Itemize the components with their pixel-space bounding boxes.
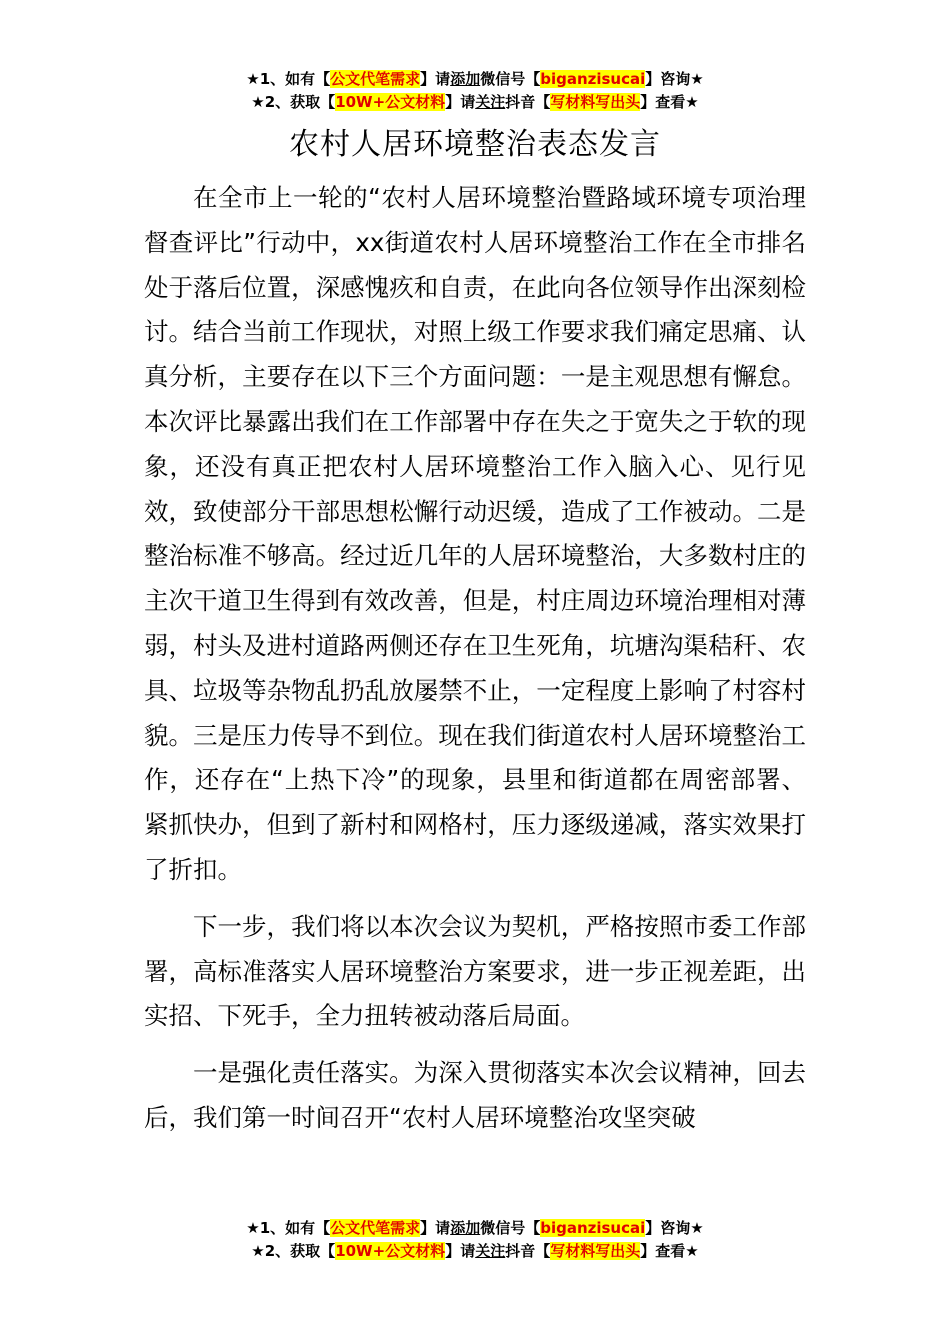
header-promo-banner — [0, 68, 950, 114]
paragraph-1: 在全市上一轮的“农村人居环境整治暨路域环境专项治理督查评比”行动中，xx街道农村人居环境整治工作在全市排名处于落后位置，深感愧疚和自责，在此向各位领导作出深刻检讨。结合当前工作现状，对照上级工作要求我们痛定思痛、认真分析，主要存在以下三个方面问题：一是主观思想有懈怠。本次评比暴露出我们在工作部署中存在失之于宽失之于软的现象，还没有真正把农村人居环境整治工作入脑入心、见行见效，致使部分干部思想松懈行动迟缓，造成了工作被动。二是整治标准不够高。经过近几年的人居环境整治，大多数村庄的主次干道卫生得到有效改善，但是，村庄周边环境治理相对薄弱，村头及进村道路两侧还存在卫生死角，坑塘沟渠秸秆、农具、垃圾等杂物乱扔乱放屡禁不止，一定程度上影响了村容村貌。三是压力传导不到位。现在我们街道农村人居环境整治工作，还存在“上热下冷”的现象，县里和街道都在周密部署、紧抓快办，但到了新村和网格村，压力逐级递减，落实效果打了折扣。 — [144, 183, 806, 884]
promo-line-2: ★2、获取【10W+公文材料】请关注抖音【写材料写出头】查看★ — [251, 93, 699, 111]
promo-highlight-wechat-id: biganzisucai — [540, 1219, 646, 1237]
document-title: 农村人居环境整治表态发言 — [289, 127, 661, 162]
promo-highlight-service: 公文代笔需求 — [330, 70, 421, 88]
paragraph-3: 一是强化责任落实。为深入贯彻落实本次会议精神，回去后，我们第一时间召开“农村人居环境整治攻坚突破 — [144, 1058, 806, 1132]
document-body — [144, 176, 806, 1153]
promo-highlight-materials: 10W+公文材料 — [335, 93, 446, 111]
promo-highlight-douyin: 写材料写出头 — [550, 1242, 641, 1260]
promo-underline-follow: 关注 — [475, 1242, 506, 1260]
promo-highlight-wechat-id: biganzisucai — [540, 70, 646, 88]
promo-underline-follow: 关注 — [475, 93, 506, 111]
promo-highlight-service: 公文代笔需求 — [330, 1219, 421, 1237]
promo-highlight-douyin: 写材料写出头 — [550, 93, 641, 111]
footer-promo-banner — [0, 1217, 950, 1263]
paragraph-2: 下一步，我们将以本次会议为契机，严格按照市委工作部署，高标准落实人居环境整治方案要求，进一步正视差距，出实招、下死手，全力扭转被动落后局面。 — [144, 911, 806, 1031]
promo-underline-add: 添加 — [450, 70, 481, 88]
promo-line-2: ★2、获取【10W+公文材料】请关注抖音【写材料写出头】查看★ — [251, 1242, 699, 1260]
promo-underline-add: 添加 — [450, 1219, 481, 1237]
promo-line-1: ★1、如有【公文代笔需求】请添加微信号【biganzisucai】咨询★ — [246, 70, 704, 88]
promo-line-1: ★1、如有【公文代笔需求】请添加微信号【biganzisucai】咨询★ — [246, 1219, 704, 1237]
promo-highlight-materials: 10W+公文材料 — [335, 1242, 446, 1260]
